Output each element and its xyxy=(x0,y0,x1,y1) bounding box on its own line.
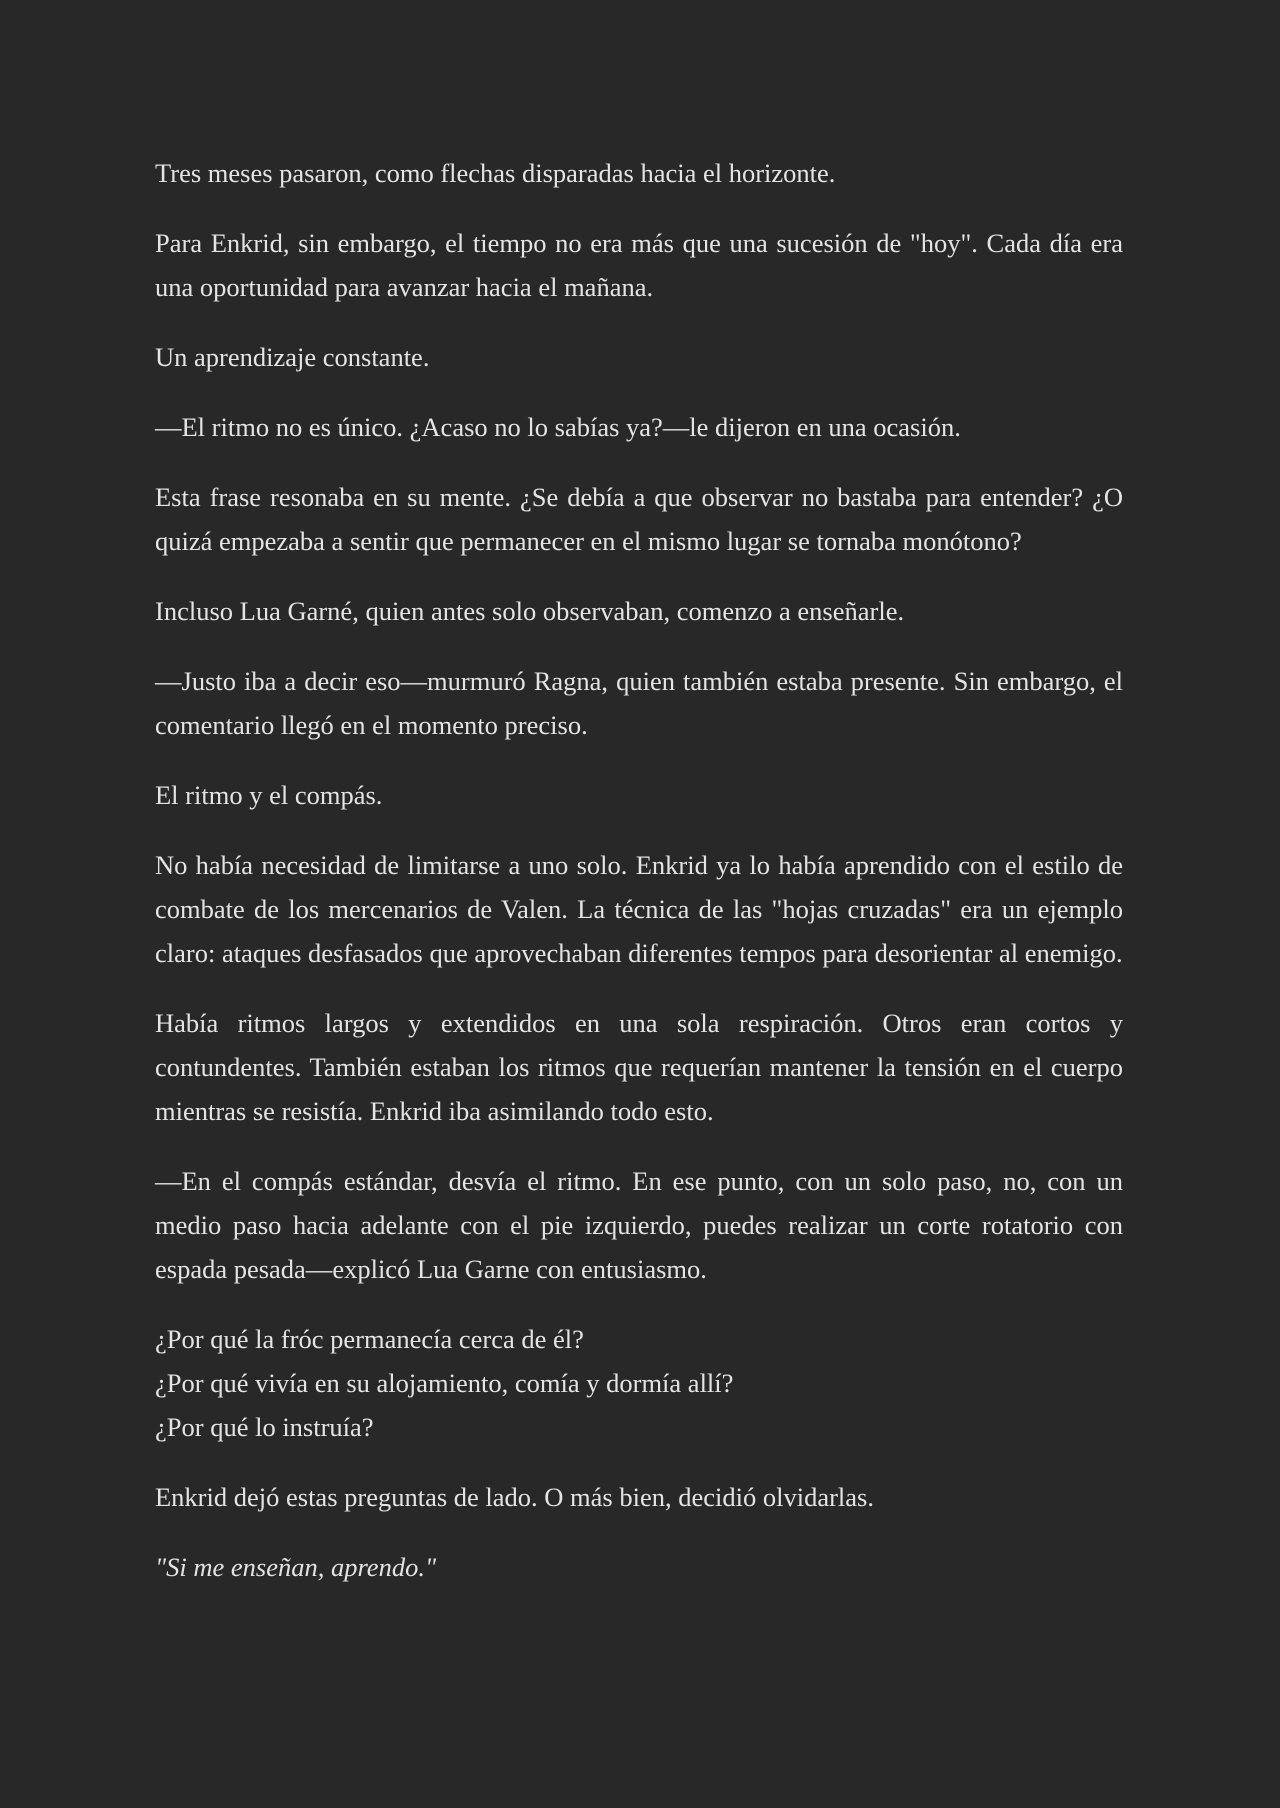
questions-paragraph xyxy=(155,1317,1123,1449)
paragraph: —En el compás estándar, desvía el ritmo. En ese punto, con un solo paso, no, con un medio paso hacia adelante con el pie izquierdo, puedes realizar un corte rotatorio con espada pesada—explicó Lua Garne con entusiasmo. xyxy=(155,1166,1123,1284)
question-line: ¿Por qué vivía en su alojamiento, comía y dormía allí? xyxy=(155,1368,734,1398)
paragraph: Esta frase resonaba en su mente. ¿Se debía a que observar no bastaba para entender? ¿O quizá empezaba a sentir que permanecer en el mismo lugar se tornaba monótono? xyxy=(155,482,1123,556)
paragraph: —El ritmo no es único. ¿Acaso no lo sabías ya?—le dijeron en una ocasión. xyxy=(155,412,961,442)
paragraph: El ritmo y el compás. xyxy=(155,780,383,810)
closing-paragraph: Enkrid dejó estas preguntas de lado. O más bien, decidió olvidarlas. xyxy=(155,1482,874,1512)
quote-paragraph: "Si me enseñan, aprendo." xyxy=(155,1552,437,1582)
paragraph: Tres meses pasaron, como flechas disparadas hacia el horizonte. xyxy=(155,158,836,188)
paragraph: —Justo iba a decir eso—murmuró Ragna, quien también estaba presente. Sin embargo, el comentario llegó en el momento preciso. xyxy=(155,666,1123,740)
paragraph: Para Enkrid, sin embargo, el tiempo no era más que una sucesión de "hoy". Cada día era una oportunidad para avanzar hacia el mañana. xyxy=(155,228,1123,302)
question-line: ¿Por qué lo instruía? xyxy=(155,1412,374,1442)
chapter-text xyxy=(155,151,1123,1615)
question-line: ¿Por qué la fróc permanecía cerca de él? xyxy=(155,1324,584,1354)
paragraph: Incluso Lua Garné, quien antes solo observaban, comenzo a enseñarle. xyxy=(155,596,905,626)
paragraph: Había ritmos largos y extendidos en una sola respiración. Otros eran cortos y contundentes. También estaban los ritmos que requerían mantener la tensión en el cuerpo mientras se resistía. Enkrid iba asimilando todo esto. xyxy=(155,1008,1123,1126)
paragraph: No había necesidad de limitarse a uno solo. Enkrid ya lo había aprendido con el estilo de combate de los mercenarios de Valen. La técnica de las "hojas cruzadas" era un ejemplo claro: ataques desfasados que aprovechaban diferentes tempos para desorientar al enemigo. xyxy=(155,850,1123,968)
paragraph: Un aprendizaje constante. xyxy=(155,342,430,372)
